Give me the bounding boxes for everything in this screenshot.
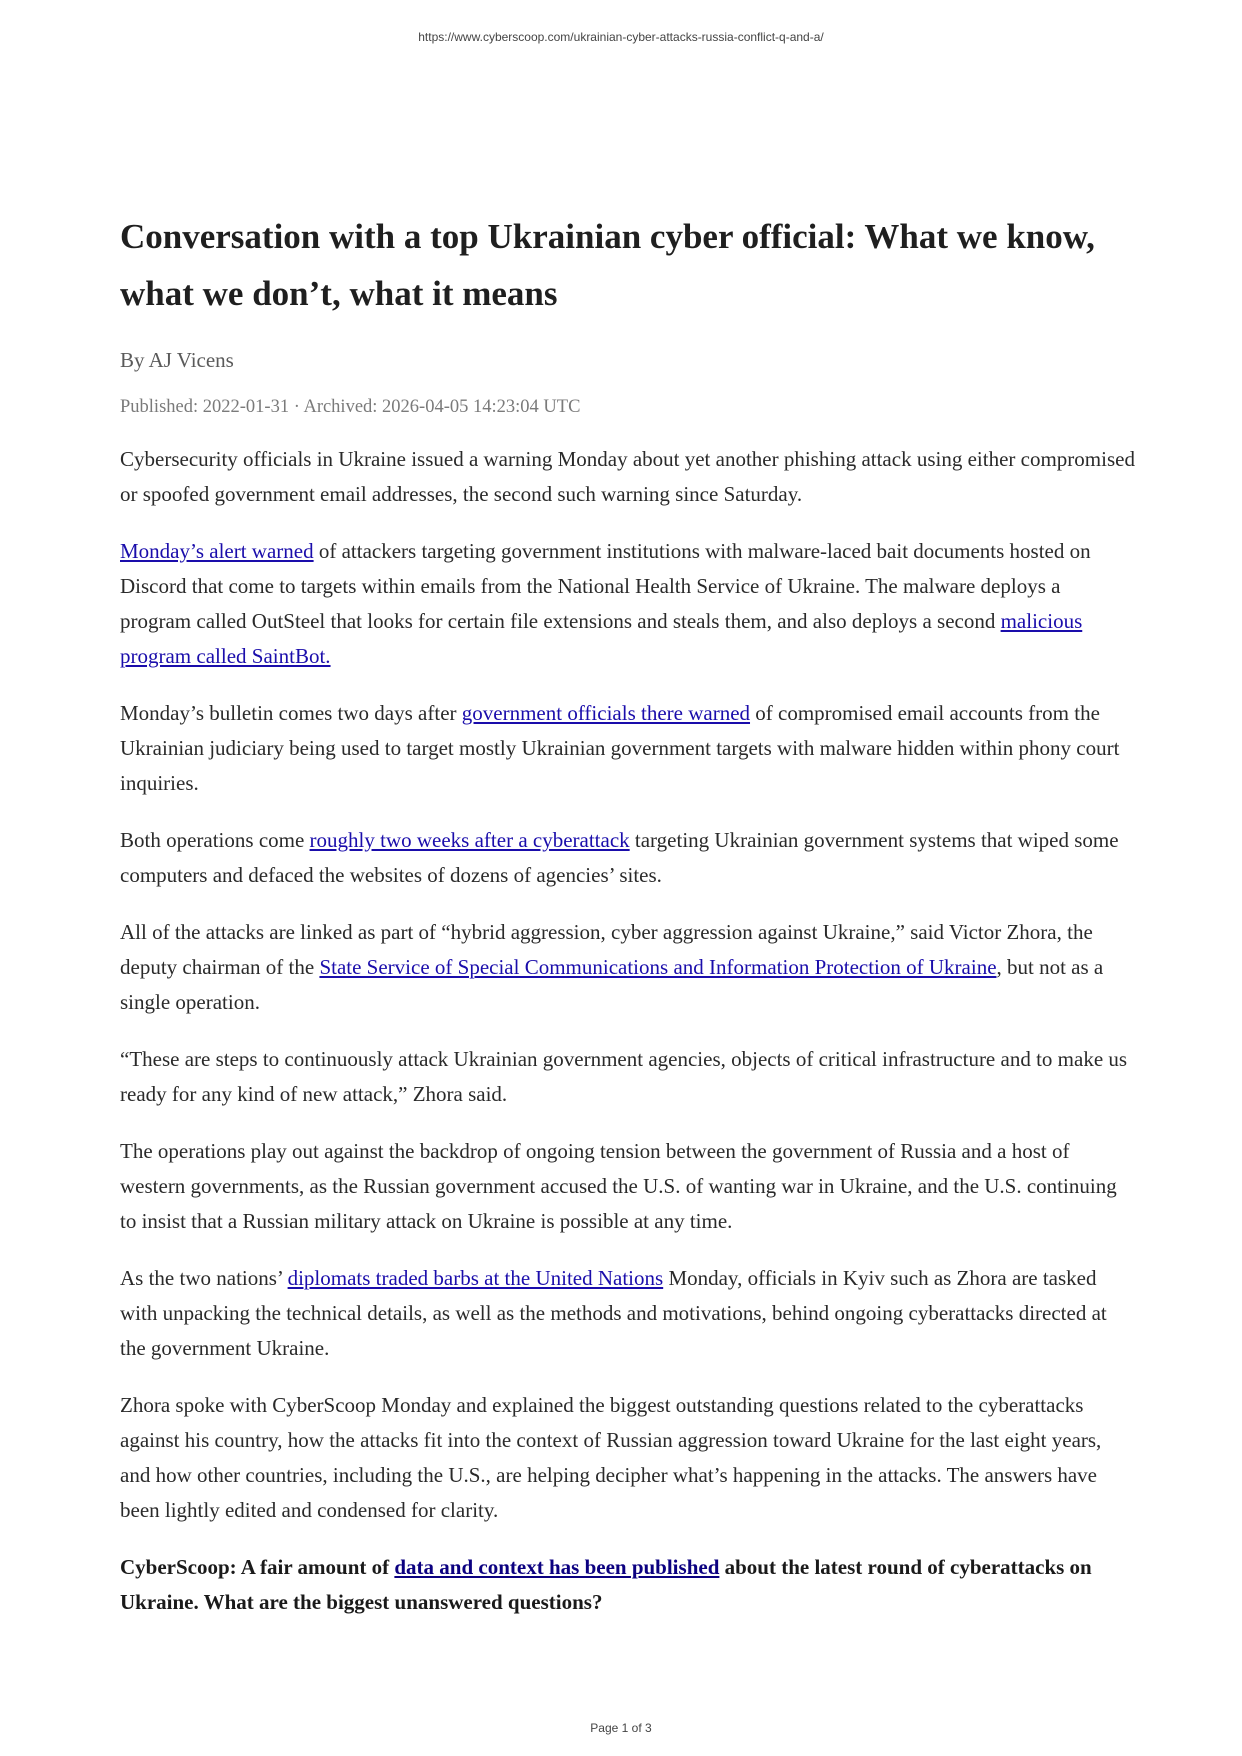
link-officials-warned[interactable]: government officials there warned bbox=[461, 701, 751, 725]
paragraph-8-text-a: As the two nations’ bbox=[120, 1266, 288, 1290]
paragraph-9: Zhora spoke with CyberScoop Monday and explained the biggest outstanding questions related to the cyberattacks against his country, how the attacks fit into the context of Russian aggression toward Ukraine for the last eight years, and how other countries, including the U.S., are helping decipher what’s happening in the attacks. The answers have been lightly edited and condensed for clarity. bbox=[120, 1393, 1102, 1522]
page-number: Page 1 of 3 bbox=[590, 1721, 652, 1735]
paragraph-5-text-b: , but not as a single operation. bbox=[120, 955, 1104, 1014]
question-1-text-a: CyberScoop: A fair amount of bbox=[120, 1555, 395, 1579]
link-diplomats-un[interactable]: diplomats traded barbs at the United Nations bbox=[287, 1266, 664, 1290]
paragraph-4 bbox=[120, 823, 1136, 893]
article-title: Conversation with a top Ukrainian cyber official: What we know, what we don’t, what it means bbox=[120, 217, 1095, 313]
question-1-text-b: about the latest round of cyberattacks on Ukraine. What are the biggest unanswered questions? bbox=[120, 1555, 1092, 1614]
paragraph-5-text-a: All of the attacks are linked as part of “hybrid aggression, cyber aggression against Ukraine,” said Victor Zhora, the deputy chairman of the bbox=[120, 920, 1093, 979]
paragraph-1: Cybersecurity officials in Ukraine issued a warning Monday about yet another phishing attack using either compromised or spoofed government email addresses, the second such warning since Saturday. bbox=[120, 447, 1135, 506]
link-state-service[interactable]: State Service of Special Communications and Information Protection of Ukraine bbox=[319, 955, 997, 979]
link-two-weeks-cyberattack[interactable]: roughly two weeks after a cyberattack bbox=[309, 828, 630, 852]
paragraph-3-text-a: Monday’s bulletin comes two days after bbox=[120, 701, 462, 725]
paragraph-8-text-b: Monday, officials in Kyiv such as Zhora are tasked with unpacking the technical details, as well as the methods and motivations, behind ongoing cyberattacks directed at the government Ukraine. bbox=[120, 1266, 1107, 1360]
publish-meta: Published: 2022-01-31 · Archived: 2026-04-05 14:23:04 UTC bbox=[120, 397, 581, 417]
paragraph-3-text-b: of compromised email accounts from the Ukrainian judiciary being used to target mostly Ukrainian government targets with malware hidden within phony court inquiries. bbox=[120, 701, 1120, 795]
paragraph-5 bbox=[120, 915, 1136, 1020]
paragraph-7: The operations play out against the backdrop of ongoing tension between the government of Russia and a host of western governments, as the Russian government accused the U.S. of wanting war in Ukraine, and the U.S. continuing to insist that a Russian military attack on Ukraine is possible at any time. bbox=[120, 1139, 1117, 1233]
byline: By AJ Vicens bbox=[120, 348, 234, 372]
paragraph-6: “These are steps to continuously attack Ukrainian government agencies, objects of critical infrastructure and to make us ready for any kind of new attack,” Zhora said. bbox=[120, 1047, 1128, 1106]
paragraph-2-text: of attackers targeting government institutions with malware-laced bait documents hosted on Discord that come to targets within emails from the National Health Service of Ukraine. The malware deploys a program called OutSteel that looks for certain file extensions and steals them, and also deploys a second bbox=[120, 539, 1091, 633]
question-1 bbox=[120, 1550, 1136, 1620]
link-data-context[interactable]: data and context has been published bbox=[394, 1555, 720, 1579]
paragraph-4-text-b: targeting Ukrainian government systems that wiped some computers and defaced the websites of dozens of agencies’ sites. bbox=[120, 828, 1119, 887]
article bbox=[120, 208, 1136, 1642]
link-mondays-alert[interactable]: Monday’s alert warned bbox=[120, 539, 314, 563]
paragraph-2 bbox=[120, 534, 1136, 674]
paragraph-8 bbox=[120, 1261, 1136, 1366]
source-url: https://www.cyberscoop.com/ukrainian-cyber-attacks-russia-conflict-q-and-a/ bbox=[418, 30, 824, 44]
paragraph-3 bbox=[120, 696, 1136, 801]
paragraph-4-text-a: Both operations come bbox=[120, 828, 310, 852]
link-saintbot[interactable]: malicious program called SaintBot. bbox=[120, 609, 1083, 668]
